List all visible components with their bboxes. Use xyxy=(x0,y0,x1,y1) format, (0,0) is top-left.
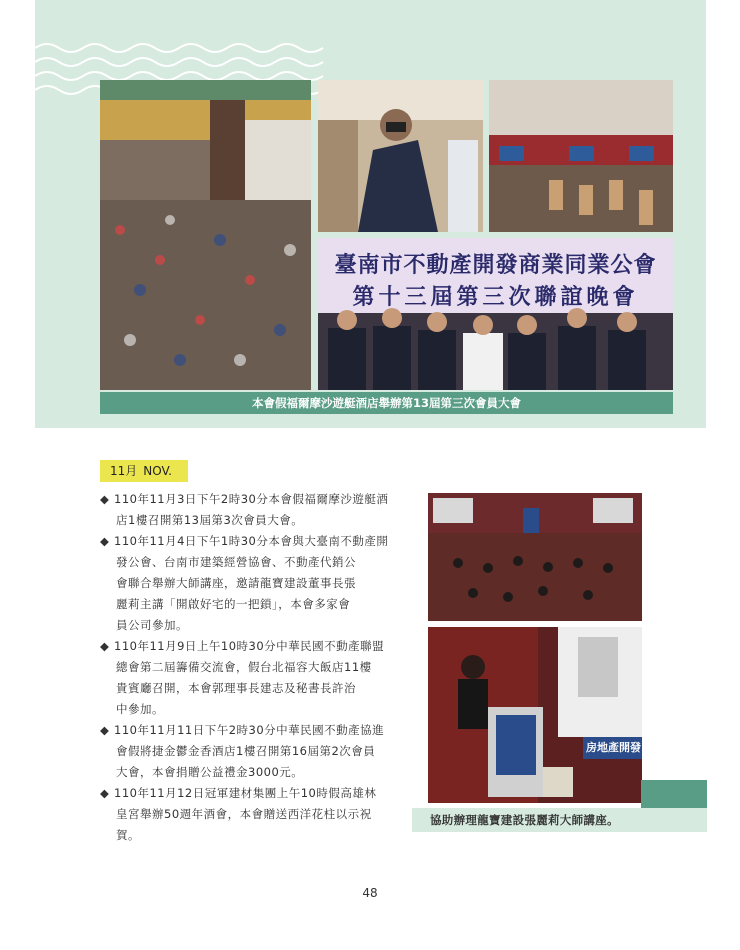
event-line: 會假將捷金鬱金香酒店1樓召開第16屆第2次會員 xyxy=(116,744,376,758)
podium-screen-text: 房地產開發 xyxy=(586,741,641,754)
event-text: 110年11月12日冠軍建材集團上午10時假高雄林 xyxy=(114,786,377,800)
event-line: 皇宮舉辦50週年酒會，本會贈送西洋花柱以示祝 xyxy=(116,807,372,821)
banner-line-1: 臺南市不動產開發商業同業公會 xyxy=(334,252,657,278)
bullet-icon: ◆ xyxy=(100,492,110,506)
event-list xyxy=(100,489,400,846)
month-tag xyxy=(100,460,188,482)
bullet-icon: ◆ xyxy=(100,534,110,548)
event-line: 會聯合舉辦大師講座，邀請龍寶建設董事長張 xyxy=(116,576,356,590)
event-line xyxy=(100,720,400,741)
event-item xyxy=(100,636,400,720)
bullet-icon: ◆ xyxy=(100,723,110,737)
event-item xyxy=(100,489,400,531)
event-line: 店1樓召開第13屆第3次會員大會。 xyxy=(116,513,304,527)
event-line: 麗莉主講「開啟好宅的一把鎖」，本會多家會 xyxy=(116,597,351,611)
bullet-icon: ◆ xyxy=(100,639,110,653)
photo-banquet-hall xyxy=(489,80,673,232)
photo-banner-group xyxy=(318,238,673,390)
event-line xyxy=(100,783,400,804)
event-line: 員公司參加。 xyxy=(116,618,188,632)
month-en: NOV. xyxy=(143,464,172,478)
event-line: 中參加。 xyxy=(116,702,164,716)
event-line: 大會，本會捐贈公益禮金3000元。 xyxy=(116,765,304,779)
photo-lecture-hall xyxy=(428,493,642,621)
event-line: 總會第二屆籌備交流會，假台北福容大飯店11樓 xyxy=(116,660,372,674)
event-line xyxy=(100,489,400,510)
event-line: 賀。 xyxy=(116,828,140,842)
event-text: 110年11月4日下午1時30分本會與大臺南不動產開 xyxy=(114,534,389,548)
event-item xyxy=(100,531,400,636)
event-text: 110年11月3日下午2時30分本會假福爾摩沙遊艇酒 xyxy=(114,492,389,506)
top-photo-caption: 本會假福爾摩沙遊艇酒店舉辦第13屆第三次會員大會 xyxy=(100,392,673,414)
side-accent-bar xyxy=(641,780,707,808)
event-text: 110年11月9日上午10時30分中華民國不動產聯盟 xyxy=(114,639,385,653)
event-item xyxy=(100,720,400,783)
month-label: 11月 xyxy=(110,464,138,478)
banner-line-2: 第十三屆第三次聯誼晚會 xyxy=(352,284,639,310)
page-number: 48 xyxy=(362,886,378,900)
event-line: 發公會、台南市建築經營協會、不動產代銷公 xyxy=(116,555,356,569)
photo-speaker xyxy=(318,80,483,232)
side-photo-caption: 協助辦理龍寶建設張麗莉大師講座。 xyxy=(430,813,619,827)
photo-lecturer-podium xyxy=(428,627,642,803)
photo-crowd-hall xyxy=(100,80,311,390)
event-line: 貴賓廳召開，本會郭理事長建志及秘書長許治 xyxy=(116,681,356,695)
event-line xyxy=(100,531,400,552)
bullet-icon: ◆ xyxy=(100,786,110,800)
event-item xyxy=(100,783,400,846)
event-text: 110年11月11日下午2時30分中華民國不動產協進 xyxy=(114,723,385,737)
event-line xyxy=(100,636,400,657)
